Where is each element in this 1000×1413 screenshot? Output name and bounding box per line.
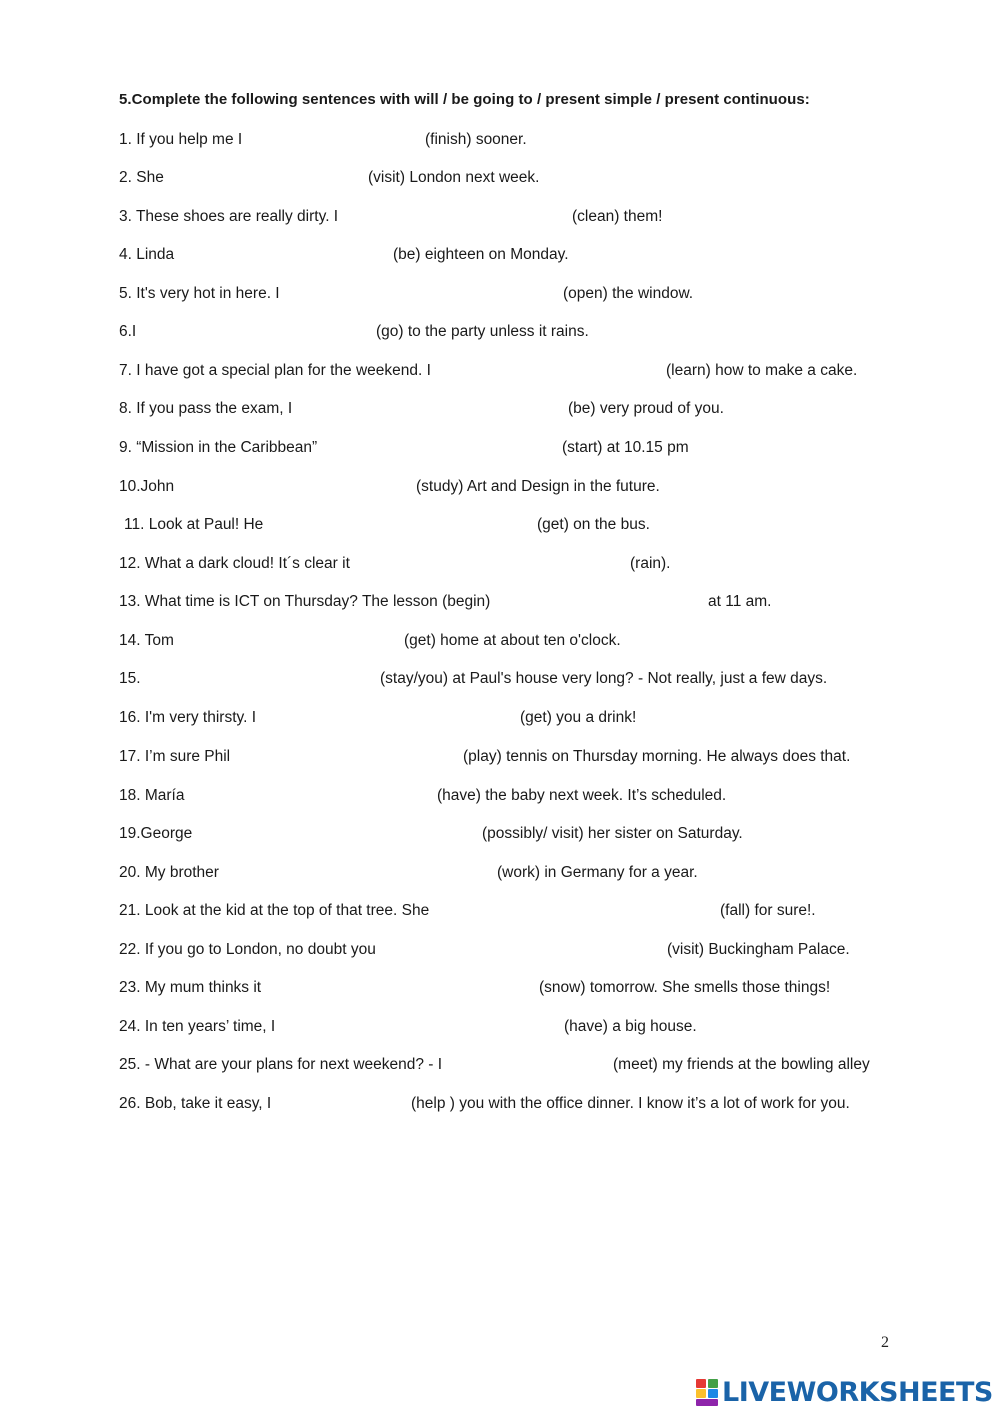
sentence-start: 18. María (119, 787, 185, 804)
sentence-end: (visit) Buckingham Palace. (667, 941, 850, 958)
sentence-start: 24. In ten years’ time, I (119, 1018, 276, 1035)
sentence-end: (get) on the bus. (537, 516, 650, 533)
sentence-item (0, 208, 1000, 230)
sentence-item (0, 593, 1000, 615)
sentence-end: at 11 am. (708, 593, 772, 610)
sentence-item (0, 246, 1000, 268)
sentence-item (0, 864, 1000, 886)
sentence-item (0, 632, 1000, 654)
sentence-item (0, 516, 1000, 538)
sentence-start: 13. What time is ICT on Thursday? The lesson (begin) (119, 593, 491, 610)
sentence-end: (rain). (630, 555, 671, 572)
sentence-end: (snow) tomorrow. She smells those things! (539, 979, 831, 996)
sentence-item (0, 169, 1000, 191)
sentence-item (0, 478, 1000, 500)
sentence-end: (get) home at about ten o'clock. (404, 632, 621, 649)
sentence-start: 6.I (119, 323, 137, 340)
sentence-end: (fall) for sure!. (720, 902, 816, 919)
sentence-item (0, 709, 1000, 731)
sentence-end: (learn) how to make a cake. (666, 362, 858, 379)
sentence-start: 4. Linda (119, 246, 175, 263)
sentence-start: 20. My brother (119, 864, 219, 881)
sentence-start: 10.John (119, 478, 175, 495)
sentence-end: (clean) them! (572, 208, 663, 225)
sentence-start: 25. - What are your plans for next weekend? - I (119, 1056, 443, 1073)
sentence-item (0, 323, 1000, 345)
sentence-start: 15. (119, 670, 141, 687)
sentence-item (0, 285, 1000, 307)
exercise-heading: 5.Complete the following sentences with will / be going to / present simple / present continuous: (119, 91, 810, 108)
sentence-start: 16. I'm very thirsty. I (119, 709, 257, 726)
sentence-item (0, 362, 1000, 384)
sentence-item (0, 979, 1000, 1001)
sentence-end: (finish) sooner. (425, 131, 527, 148)
sentence-start: 11. Look at Paul! He (124, 516, 264, 533)
sentence-end: (play) tennis on Thursday morning. He always does that. (463, 748, 851, 765)
sentence-start: 17. I’m sure Phil (119, 748, 231, 765)
sentence-end: (have) a big house. (564, 1018, 697, 1035)
sentence-item (0, 787, 1000, 809)
sentence-start: 8. If you pass the exam, I (119, 400, 293, 417)
sentence-item (0, 439, 1000, 461)
sentence-item (0, 670, 1000, 692)
sentence-item (0, 825, 1000, 847)
sentence-start: 1. If you help me I (119, 131, 243, 148)
sentence-start: 5. It's very hot in here. I (119, 285, 280, 302)
sentence-item (0, 555, 1000, 577)
sentence-start: 22. If you go to London, no doubt you (119, 941, 376, 958)
sentence-end: (get) you a drink! (520, 709, 637, 726)
sentence-start: 19.George (119, 825, 193, 842)
liveworksheets-wordmark: LIVEWORKSHEETS (722, 1377, 993, 1408)
sentence-item (0, 748, 1000, 770)
sentence-item (0, 131, 1000, 153)
sentence-item (0, 400, 1000, 422)
sentence-end: (open) the window. (563, 285, 694, 302)
sentence-end: (help ) you with the office dinner. I know it’s a lot of work for you. (411, 1095, 850, 1112)
liveworksheets-logo (696, 1377, 993, 1409)
sentence-end: (work) in Germany for a year. (497, 864, 698, 881)
sentence-start: 2. She (119, 169, 164, 186)
liveworksheets-icon (696, 1379, 720, 1407)
sentence-start: 14. Tom (119, 632, 174, 649)
sentence-end: (possibly/ visit) her sister on Saturday. (482, 825, 743, 842)
sentence-start: 7. I have got a special plan for the weekend. I (119, 362, 431, 379)
sentence-start: 12. What a dark cloud! It´s clear it (119, 555, 350, 572)
sentence-item (0, 902, 1000, 924)
sentence-item (0, 1018, 1000, 1040)
sentence-start: 26. Bob, take it easy, I (119, 1095, 272, 1112)
sentence-end: (be) eighteen on Monday. (393, 246, 569, 263)
sentence-item (0, 1095, 1000, 1117)
sentence-start: 23. My mum thinks it (119, 979, 262, 996)
sentence-end: (meet) my friends at the bowling alley (613, 1056, 870, 1073)
page-number: 2 (881, 1334, 889, 1351)
sentence-end: (visit) London next week. (368, 169, 540, 186)
sentence-end: (be) very proud of you. (568, 400, 724, 417)
sentence-start: 21. Look at the kid at the top of that tree. She (119, 902, 430, 919)
sentence-end: (study) Art and Design in the future. (416, 478, 660, 495)
sentence-end: (start) at 10.15 pm (562, 439, 689, 456)
sentence-start: 3. These shoes are really dirty. I (119, 208, 339, 225)
sentence-item (0, 941, 1000, 963)
sentence-end: (go) to the party unless it rains. (376, 323, 589, 340)
sentence-start: 9. “Mission in the Caribbean” (119, 439, 318, 456)
sentence-end: (stay/you) at Paul's house very long? - Not really, just a few days. (380, 670, 828, 687)
sentence-end: (have) the baby next week. It’s scheduled. (437, 787, 727, 804)
sentence-item (0, 1056, 1000, 1078)
